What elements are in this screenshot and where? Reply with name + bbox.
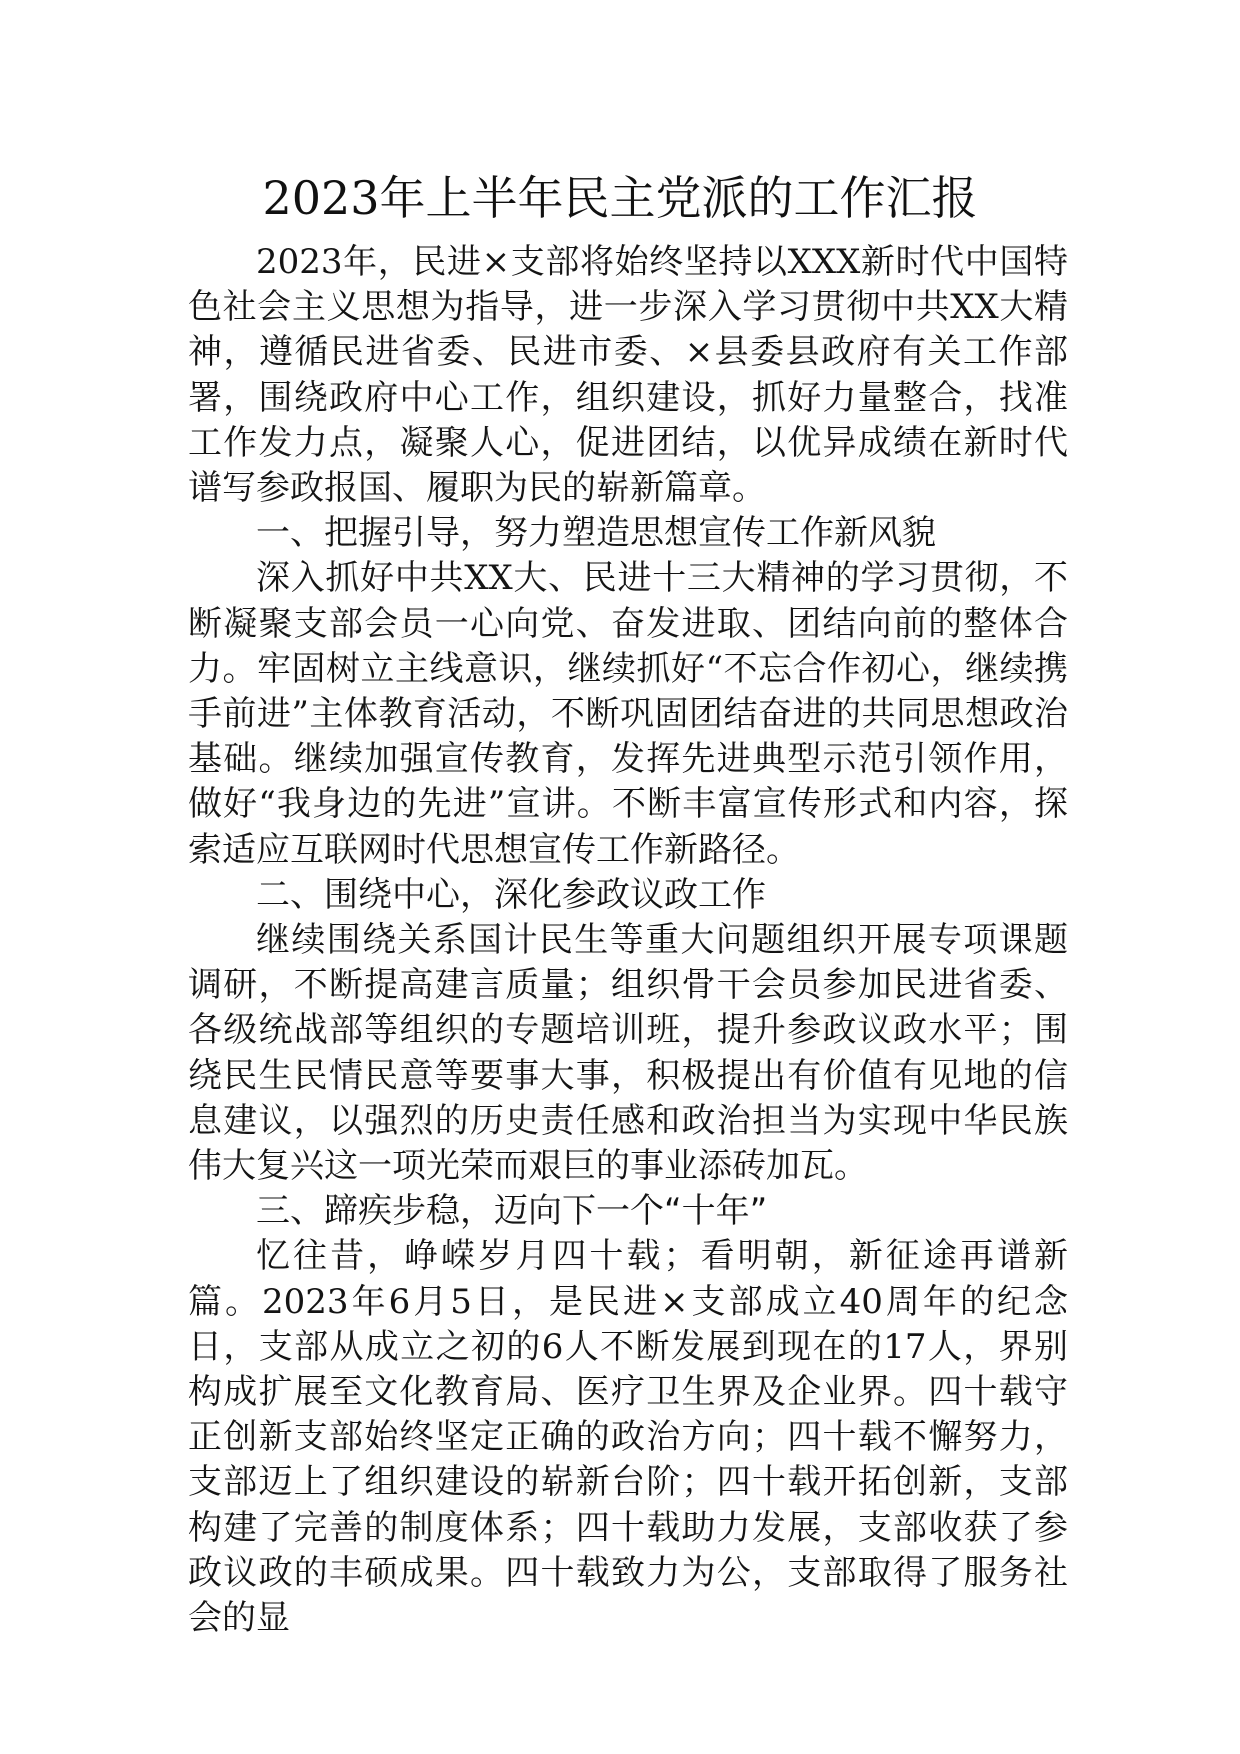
document-body xyxy=(188,240,1068,1641)
section-heading-3: 三、蹄疾步稳，迈向下一个“十年” xyxy=(256,1191,768,1232)
intro-paragraph: 2023年，民进×支部将始终坚持以XXX新时代中国特色社会主义思想为指导，进一步深入学习贯彻中共XX大精神，遵循民进省委、民进市委、×县委县政府有关工作部署，围绕政府中心工作，组织建设，抓好力量整合，找准工作发力点，凝聚人心，促进团结，以优异成绩在新时代谱写参政报国、履职为民的崭新篇章。 xyxy=(188,242,1068,509)
section-1-paragraph: 深入抓好中共XX大、民进十三大精神的学习贯彻，不断凝聚支部会员一心向党、奋发进取、团结向前的整体合力。牢固树立主线意识，继续抓好“不忘合作初心，继续携手前进”主体教育活动，不断巩固团结奋进的共同思想政治基础。继续加强宣传教育，发挥先进典型示范引领作用，做好“我身边的先进”宣讲。不断丰富宣传形式和内容，探索适应互联网时代思想宣传工作新路径。 xyxy=(188,558,1068,870)
section-heading-2: 二、围绕中心，深化参政议政工作 xyxy=(256,874,766,915)
section-heading-1: 一、把握引导，努力塑造思想宣传工作新风貌 xyxy=(256,513,936,554)
document-title: 2023年上半年民主党派的工作汇报 xyxy=(262,171,978,225)
section-2-paragraph: 继续围绕关系国计民生等重大问题组织开展专项课题调研，不断提高建言质量；组织骨干会员参加民进省委、各级统战部等组织的专题培训班，提升参政议政水平；围绕民生民情民意等要事大事，积极提出有价值有见地的信息建议，以强烈的历史责任感和政治担当为实现中华民族伟大复兴这一项光荣而艰巨的事业添砖加瓦。 xyxy=(188,920,1068,1187)
section-3-paragraph: 忆往昔，峥嵘岁月四十载；看明朝，新征途再谱新篇。2023年6月5日，是民进×支部成立40周年的纪念日，支部从成立之初的6人不断发展到现在的17人，界别构成扩展至文化教育局、医疗卫生界及企业界。四十载守正创新支部始终坚定正确的政治方向；四十载不懈努力，支部迈上了组织建设的崭新台阶；四十载开拓创新，支部构建了完善的制度体系；四十载助力发展，支部收获了参政议政的丰硕成果。四十载致力为公，支部取得了服务社会的显 xyxy=(188,1236,1068,1639)
